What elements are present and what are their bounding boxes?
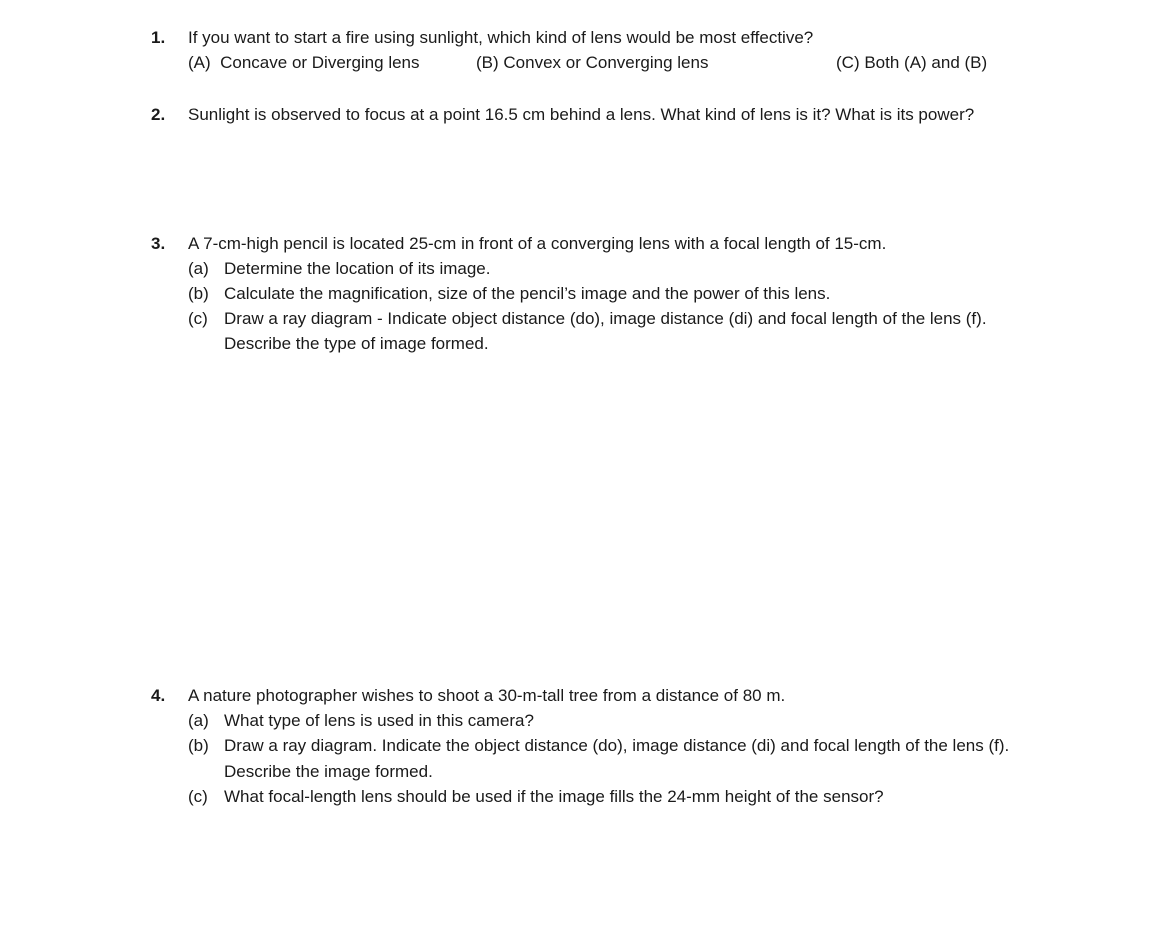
part-text: Determine the location of its image. xyxy=(224,259,491,278)
option-text: Concave or Diverging lens xyxy=(220,53,420,72)
option-label: (A) xyxy=(188,53,211,72)
part-label: (a) xyxy=(188,711,209,730)
part-text: What focal-length lens should be used if the image fills the 24-mm height of the sensor? xyxy=(224,787,884,806)
option-label: (C) xyxy=(836,53,860,72)
part-text: Draw a ray diagram. Indicate the object distance (do), image distance (di) and focal length of the lens (f). xyxy=(224,736,1010,755)
option-c xyxy=(836,50,987,75)
part-continuation: Describe the image formed. xyxy=(224,762,433,781)
part-label: (c) xyxy=(188,309,208,328)
question-stem: A 7-cm-high pencil is located 25-cm in front of a converging lens with a focal length of 15-cm. xyxy=(188,234,887,253)
question-number: 3. xyxy=(151,234,166,253)
question-stem: A nature photographer wishes to shoot a 30-m-tall tree from a distance of 80 m. xyxy=(188,686,786,705)
part-label: (c) xyxy=(188,787,208,806)
part-label: (b) xyxy=(188,736,209,755)
part-text: Calculate the magnification, size of the pencil’s image and the power of this lens. xyxy=(224,284,831,303)
part-text: Draw a ray diagram - Indicate object distance (do), image distance (di) and focal length of the lens (f). xyxy=(224,309,987,328)
option-text: Both (A) and (B) xyxy=(864,53,988,72)
question-number: 2. xyxy=(151,105,166,124)
option-label: (B) xyxy=(476,53,499,72)
part-text: What type of lens is used in this camera? xyxy=(224,711,534,730)
part-label: (b) xyxy=(188,284,209,303)
option-b xyxy=(476,50,708,75)
part-continuation: Describe the type of image formed. xyxy=(224,334,489,353)
question-number: 1. xyxy=(151,28,166,47)
question-stem: Sunlight is observed to focus at a point 16.5 cm behind a lens. What kind of lens is it? What is its power? xyxy=(188,105,975,124)
question-number: 4. xyxy=(151,686,166,705)
option-text: Convex or Converging lens xyxy=(503,53,709,72)
option-a xyxy=(188,50,420,75)
question-stem: If you want to start a fire using sunlight, which kind of lens would be most effective? xyxy=(188,28,814,47)
part-label: (a) xyxy=(188,259,209,278)
